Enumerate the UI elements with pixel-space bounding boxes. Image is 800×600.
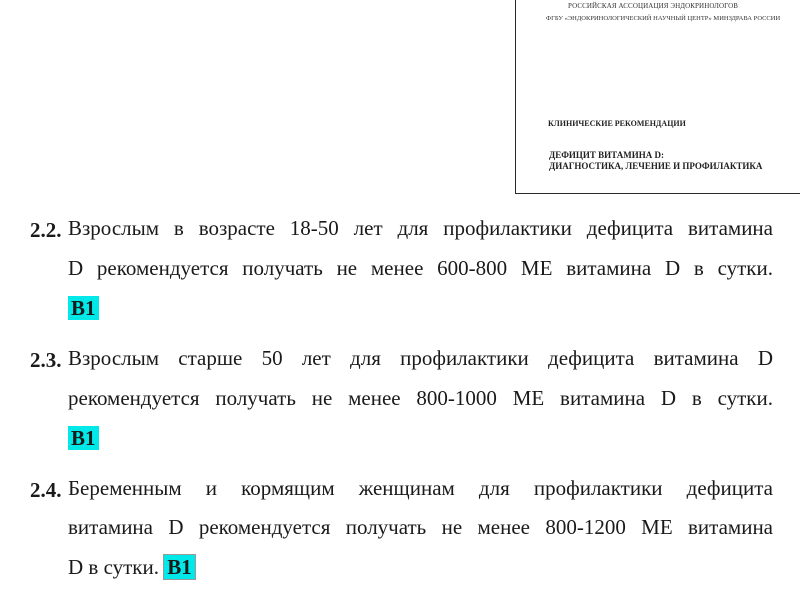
cover-title-line1: ДЕФИЦИТ ВИТАМИНА D: [549,150,664,160]
evidence-grade-badge: B1 [164,555,195,579]
evidence-grade-badge: B1 [68,426,99,450]
recommendation-line: витамина D рекомендуется получать не менее 800-1200 МЕ витамина [68,515,773,539]
cover-page-thumbnail [515,0,800,194]
recommendation-grade-row [68,425,773,451]
recommendation-number: 2.2. [30,218,62,242]
evidence-grade-badge: B1 [68,296,99,320]
recommendation-number: 2.4. [30,478,62,502]
cover-org-line2: ФГБУ «ЭНДОКРИНОЛОГИЧЕСКИЙ НАУЧНЫЙ ЦЕНТР» МИНЗДРАВА РОССИИ [546,15,781,22]
cover-org-line1: РОССИЙСКАЯ АССОЦИАЦИЯ ЭНДОКРИНОЛОГОВ [568,2,739,10]
recommendation-line: Взрослым в возрасте 18-50 лет для профилактики дефицита витамина [68,216,773,240]
recommendation-line: Взрослым старше 50 лет для профилактики дефицита витамина D [68,346,773,370]
recommendation-line: Беременным и кормящим женщинам для профилактики дефицита [68,476,773,500]
recommendation-grade-row [68,554,773,580]
recommendation-number: 2.3. [30,348,62,372]
recommendation-line: рекомендуется получать не менее 800-1000 МЕ витамина D в сутки. [68,386,773,410]
recommendation-line: D рекомендуется получать не менее 600-800 МЕ витамина D в сутки. [68,256,773,280]
recommendation-grade-row [68,295,773,321]
cover-doc-type: КЛИНИЧЕСКИЕ РЕКОМЕНДАЦИИ [548,119,686,128]
cover-title-line2: ДИАГНОСТИКА, ЛЕЧЕНИЕ И ПРОФИЛАКТИКА [549,161,763,171]
recommendation-2-3 [30,348,775,458]
recommendation-line: D в сутки. [68,555,159,579]
recommendation-2-4 [30,478,775,588]
recommendation-2-2 [30,218,775,328]
